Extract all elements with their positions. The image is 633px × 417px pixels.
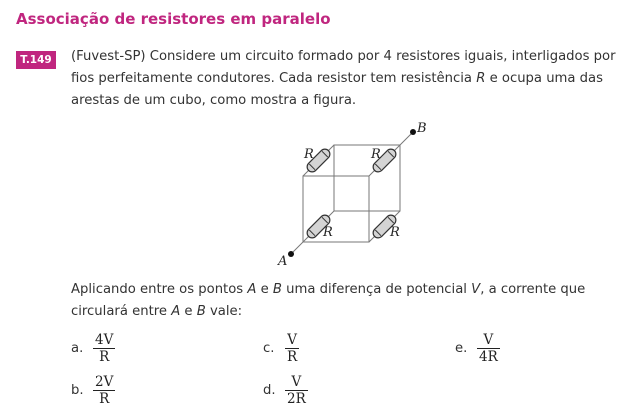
fraction-numerator: V bbox=[291, 373, 302, 390]
option-letter: a. bbox=[71, 340, 84, 356]
option-c[interactable] bbox=[263, 331, 299, 365]
prompt-text-part: vale: bbox=[205, 304, 243, 319]
option-fraction bbox=[285, 375, 308, 406]
option-letter: b. bbox=[71, 382, 84, 398]
fraction-denominator: 2R bbox=[287, 390, 306, 407]
variable-b: B bbox=[196, 304, 206, 319]
prompt-text-part: uma diferença de potencial bbox=[281, 282, 472, 297]
section-title: Associação de resistores em paralelo bbox=[16, 10, 331, 28]
option-fraction bbox=[477, 333, 500, 364]
prompt-text bbox=[71, 279, 627, 323]
terminal-a bbox=[288, 251, 294, 257]
fraction-denominator: R bbox=[99, 390, 110, 407]
fraction-numerator: V bbox=[287, 331, 297, 348]
question-text bbox=[71, 46, 627, 112]
variable-b: B bbox=[272, 282, 282, 297]
point-a-label: A bbox=[278, 254, 288, 269]
variable-r: R bbox=[476, 71, 486, 86]
fraction-denominator: R bbox=[99, 348, 110, 365]
option-a[interactable] bbox=[71, 331, 115, 365]
question-text-part: e ocupa uma das arestas de um cubo, como mostra a figura. bbox=[71, 71, 603, 108]
option-letter: e. bbox=[455, 340, 468, 356]
prompt-text-part: e bbox=[180, 304, 197, 319]
fraction-numerator: V bbox=[483, 331, 494, 348]
option-b[interactable] bbox=[71, 373, 115, 407]
variable-a: A bbox=[171, 304, 181, 319]
option-letter: c. bbox=[263, 340, 275, 356]
resistor-label: R bbox=[323, 225, 333, 240]
terminal-b bbox=[410, 129, 416, 135]
variable-v: V bbox=[471, 282, 481, 297]
resistor-label: R bbox=[390, 225, 400, 240]
option-d[interactable] bbox=[263, 373, 308, 407]
prompt-text-part: e bbox=[256, 282, 273, 297]
resistor-label: R bbox=[371, 147, 381, 162]
point-b-label: B bbox=[417, 121, 427, 136]
option-e[interactable] bbox=[455, 331, 500, 365]
option-fraction bbox=[93, 333, 115, 364]
question-text-part: (Fuvest-SP) Considere um circuito formado por 4 resistores iguais, interligados por fios perfeitamente condutores. Cada resistor tem resistência bbox=[71, 49, 616, 86]
cube-circuit-figure bbox=[270, 118, 450, 278]
option-letter: d. bbox=[263, 382, 276, 398]
fraction-numerator: 2V bbox=[95, 373, 114, 390]
resistor-label: R bbox=[304, 147, 314, 162]
prompt-text-part: Aplicando entre os pontos bbox=[71, 282, 248, 297]
option-fraction bbox=[285, 333, 299, 364]
fraction-denominator: R bbox=[287, 348, 298, 365]
fraction-denominator: 4R bbox=[479, 348, 498, 365]
prompt-text-part: , a corrente que circulará entre bbox=[71, 282, 586, 319]
question-number-badge: T.149 bbox=[16, 51, 56, 69]
variable-a: A bbox=[247, 282, 257, 297]
option-fraction bbox=[93, 375, 115, 406]
fraction-numerator: 4V bbox=[95, 331, 114, 348]
